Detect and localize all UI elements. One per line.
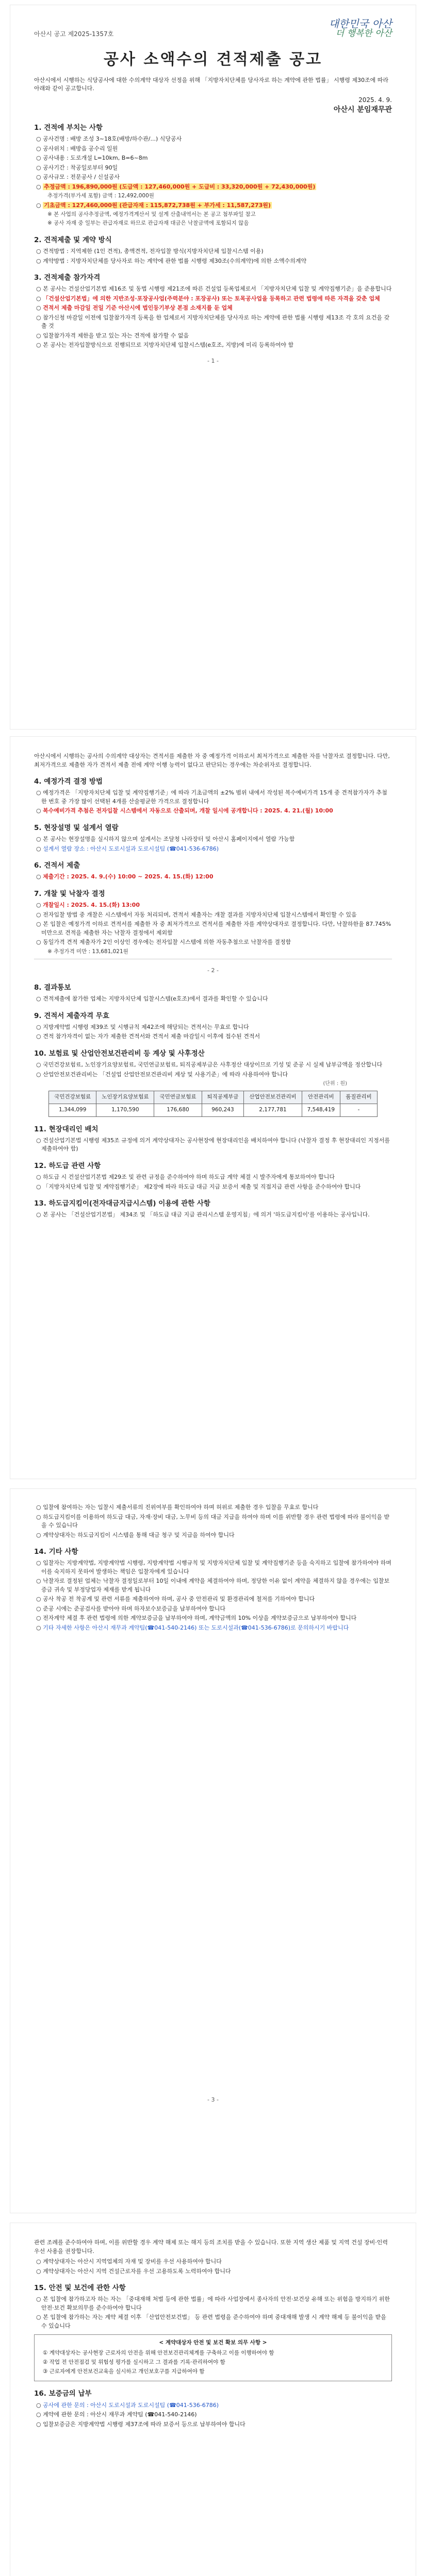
section-title: 7. 개찰 및 낙찰자 결정 <box>34 889 105 898</box>
sheet-1 <box>10 5 416 729</box>
list-item: ○ 계약상대자는 아산시 지역 건설근로자를 우선 고용하도록 노력하여야 합니다 <box>36 2267 231 2275</box>
section-2 <box>34 235 392 265</box>
section-11 <box>34 1124 392 1154</box>
table-cell: 7,548,419 <box>302 1104 340 1116</box>
table-header: 안전관리비 <box>302 1091 340 1104</box>
page-title: 공사 소액수의 견적제출 공고 <box>103 50 323 69</box>
notice-date: 2025. 4. 9. <box>358 96 392 104</box>
list-item: ○ 견적 참가자격이 없는 자가 제출한 견적서와 견적서 제출 마감일시 이후에 접수된 견적서 <box>36 1033 260 1040</box>
page-number: - 1 - <box>207 357 219 364</box>
table-cell: 2,177,781 <box>244 1104 302 1116</box>
header <box>34 19 392 39</box>
list-item: ○ 낙찰자로 결정된 업체는 낙찰자 결정일로부터 10일 이내에 계약을 체결하여야 하며, 정당한 이유 없이 계약을 체결하지 않을 경우에는 입찰보증금 귀속 및 부정당업자 제재를 받게 됩니다 <box>36 1578 390 1593</box>
section-title: 4. 예정가격 결정 방법 <box>34 777 103 786</box>
logo-line1: 대한민국 아산 <box>329 18 392 30</box>
list-item: ○ 공사기간 : 착공일로부터 90일 <box>36 164 118 171</box>
table-cell: 1,344,099 <box>49 1104 96 1116</box>
section-14 <box>34 1547 392 1632</box>
table-header: 퇴직공제부금 <box>202 1091 244 1104</box>
section-16 <box>34 2388 392 2429</box>
list-item: ○ 추정금액 : 196,890,000원 (도급액 : 127,460,000원 + 도급비 : 33,320,000원 + 72,430,000원) <box>36 183 316 190</box>
sheet-2 <box>10 737 416 1479</box>
section-title: 15. 안전 및 보건에 관한 사항 <box>34 2284 126 2292</box>
table-cell: 960,243 <box>202 1104 244 1116</box>
notice-number: 아산시 공고 제2025-1357호 <box>34 30 114 38</box>
list-item: ○ 견적방법 : 지역제한 (1인 견적), 총액견적, 전자입찰 방식(지방자치단체 입찰시스템 이용) <box>36 248 264 255</box>
section-3 <box>34 273 392 350</box>
list-item: ○ 「지방자치단체 입찰 및 계약집행기준」 제2장에 따라 하도급 대금 지급 보증서 제출 및 직접지급 관련 사항을 준수하여야 합니다 <box>36 1183 361 1190</box>
list-item: ○ 본 입찰에 참가하는 자는 계약 체결 이후 「산업안전보건법」 등 관련 법령을 준수하여야 하며 중대재해 발생 시 계약 해제 등 불이익을 받을 수 있습니다 <box>36 2314 386 2329</box>
section-title: 10. 보험료 및 산업안전보건관리비 등 계상 및 사후정산 <box>34 1049 205 1058</box>
list-item: ○ 계약상대자는 하도급지킴이 시스템을 통해 대금 청구 및 지급을 하여야 합니다 <box>36 1531 235 1538</box>
sheet-4 <box>10 2223 416 2576</box>
section-5 <box>34 823 392 853</box>
table-cell: 1,170,590 <box>96 1104 154 1116</box>
table-row <box>49 1104 378 1116</box>
list-item: ○ 전자계약 체결 후 관련 법령에 의한 계약보증금을 납부하여야 하며, 계약금액의 10% 이상을 계약보증금으로 납부하여야 합니다 <box>36 1615 357 1622</box>
list-item: ○ 계약에 관한 문의 : 아산시 재무과 계약팀 (☎041-540-2146) <box>36 2411 197 2418</box>
section-9 <box>34 1011 392 1041</box>
list-item: ○ 국민건강보험료, 노인장기요양보험료, 국민연금보험료, 퇴직공제부금은 사후정산 대상이므로 기성 및 준공 시 실제 납부금액을 정산합니다 <box>36 1061 383 1068</box>
signer: 아산시 분임재무관 <box>333 105 392 114</box>
section-4 <box>34 776 392 816</box>
list-item: ○ 본 공사는 전자입찰방식으로 진행되므로 지방자치단체 입찰시스템(e호조, 지방)에 미리 등록하여야 함 <box>36 342 294 349</box>
table-header: 국민건강보험료 <box>49 1091 96 1104</box>
list-item: ○ 입찰자는 지방계약법, 지방계약법 시행령, 지방계약법 시행규칙 및 지방자치단체 입찰 및 계약집행기준 등을 숙지하고 입찰에 참가하여야 하며 이를 숙지하지 못하여 발생하는 책임은 입찰자에게 있습니다 <box>36 1560 391 1575</box>
section-title: 5. 현장설명 및 설계서 열람 <box>34 823 119 832</box>
sheet-3 <box>10 1489 416 2213</box>
list-item: ○ 하도급지킴이를 이용하여 하도급 대금, 자재·장비 대금, 노무비 등의 대금 지급을 하여야 하며 이를 위반할 경우 관련 법령에 따라 불이익을 받을 수 있습니다 <box>36 1513 390 1529</box>
list-item: ○ 견적제출에 참가한 업체는 지방자치단체 입찰시스템(e호조)에서 결과를 확인할 수 있습니다 <box>36 995 268 1002</box>
list-item: ○ 기타 자세한 사항은 아산시 재무과 계약팀(☎041-540-2146) 또는 도로시설과(☎041-536-6786)로 문의하시기 바랍니다 <box>36 1624 349 1631</box>
list-item: ○ 제출기간 : 2025. 4. 9.(수) 10:00 ~ 2025. 4. 15.(화) 12:00 <box>36 873 214 880</box>
section-title: 11. 현장대리인 배치 <box>34 1125 99 1133</box>
table-cell: 176,680 <box>154 1104 202 1116</box>
paragraph: 관련 조례를 준수하여야 하며, 이를 위반할 경우 계약 해제 또는 해지 등의 조치를 받을 수 있습니다. 또한 지역 생산 제품 및 지역 건설 장비·인력 우선 사용을 권장합니다. <box>34 2239 388 2255</box>
list-item: ○ 전자입찰 방법 중 개찰은 시스템에서 자동 처리되며, 견적서 제출자는 개찰 결과를 지방자치단체 입찰시스템에서 확인할 수 있음 <box>36 911 357 918</box>
section-6 <box>34 860 392 882</box>
list-item: ○ 입찰보증금은 지방계약법 시행령 제37조에 따라 보증서 등으로 납부하여야 합니다 <box>36 2420 245 2428</box>
list-item: ○ 참가신청 마감일 이전에 입찰참가자격 등록을 한 업체로서 지방자치단체를 당사자로 하는 계약에 관한 법률 시행령 제13조 각 호의 요건을 갖출 것 <box>36 314 390 330</box>
list-item: ○ 견적서 제출 마감일 전일 기준 아산시에 법인등기부상 본점 소재지를 둔 업체 <box>36 304 233 312</box>
list-item: ○ 동일가격 견적 제출자가 2인 이상인 경우에는 전자입찰 시스템에 의한 자동추첨으로 낙찰자를 결정함 <box>36 939 291 945</box>
list-item: ○ 본 공사는 「건설산업기본법」 제34조 및 「하도급 대금 지급 관리시스템 운영지침」에 의거 '하도급지킴이'를 이용하는 공사입니다. <box>36 1211 370 1218</box>
page-number: - 3 - <box>207 2096 219 2104</box>
table-header: 품질관리비 <box>340 1091 378 1104</box>
intro-text: 아산시에서 시행하는 식당공사에 대한 수의계약 대상자 선정을 위해 「지방자치단체를 당사자로 하는 계약에 관한 법률」 시행령 제30조에 따라 아래와 같이 공고합니다. <box>34 76 388 92</box>
table-unit: (단위 : 원) <box>323 1081 347 1087</box>
list-item: ○ 준공 시에는 준공검사를 받아야 하며 하자보수보증금을 납부하여야 합니다 <box>36 1605 225 1612</box>
list-item: ○ 입찰에 참여하는 자는 입찰시 제출서류의 진위여부를 확인하여야 하며 허위로 제출한 경우 입찰을 무효로 합니다 <box>36 1504 319 1511</box>
list-item: ○ 공사위치 : 배방읍 공수리 일원 <box>36 145 118 152</box>
section-title: 6. 견적서 제출 <box>34 861 80 870</box>
list-item: ② 작업 전 안전점검 및 위험성 평가를 실시하고 그 결과를 기록·관리하여야 함 <box>43 2359 225 2365</box>
section-12 <box>34 1161 392 1191</box>
table-header: 국민연금보험료 <box>154 1091 202 1104</box>
list-item: ○ 공사건명 : 배방 조성 3~18호(배방/하수관/...) 식당공사 <box>36 135 182 143</box>
list-item: ○ 건설산업기본법 시행령 제35조 규정에 의거 계약상대자는 공사현장에 현장대리인을 배치하여야 합니다 (낙찰자 결정 후 현장대리인 지정서를 제출하여야 함) <box>36 1137 390 1153</box>
list-subitem: 추정가격(부가세 포함) 금액 : 12,492,000원 <box>47 193 154 199</box>
list-item: ○ 입찰참가자격 제한을 받고 있는 자는 견적에 참가할 수 없음 <box>36 332 189 339</box>
list-item: ○ 지방계약법 시행령 제39조 및 시행규칙 제42조에 해당되는 견적서는 무효로 합니다 <box>36 1023 249 1030</box>
section-title: 13. 하도급지킴이(전자대금지급시스템) 이용에 관한 사항 <box>34 1199 210 1208</box>
section-title: 2. 견적제출 및 계약 방식 <box>34 235 112 244</box>
section-10 <box>34 1048 392 1117</box>
section-title: 8. 결과통보 <box>34 983 71 992</box>
list-item: ○ 본 입찰은 예정가격 이하로 견적서를 제출한 자 중 최저가격으로 견적서를 제출한 자를 계약상대자로 결정합니다. 다만, 낙찰하한율 87.745% 미만으로 견적을 제출한 자는 낙찰자 결정에서 제외함 <box>36 921 391 936</box>
logo-line2: 더 행복한 아산 <box>335 28 392 39</box>
list-item: ○ 본 공사는 건설산업기본법 제16조 및 동법 시행령 제21조에 따른 건설업 등록업체로서 「지방자치단체 입찰 및 계약집행기준」을 준용합니다 <box>36 285 392 293</box>
section-1 <box>34 123 392 228</box>
list-item: ○ 「건설산업기본법」에 의한 지반조성·포장공사업(주력분야 : 포장공사) 또는 토목공사업을 등록하고 관련 법령에 따른 자격을 갖춘 업체 <box>36 295 380 302</box>
table-cell: - <box>340 1104 378 1116</box>
city-logo <box>329 19 392 39</box>
list-item: ○ 본 입찰에 참가하고자 하는 자는 「중대재해 처벌 등에 관한 법률」에 따라 사업장에서 종사자의 안전·보건상 유해 또는 위험을 방지하기 위한 안전·보건 확보의무를 준수하여야 합니다 <box>36 2296 390 2311</box>
list-item: ○ 개찰일시 : 2025. 4. 15.(화) 13:00 <box>36 902 140 908</box>
list-item: ○ 복수예비가격 추첨은 전자입찰 시스템에서 자동으로 산출되며, 개찰 일시에 공개합니다 : 2025. 4. 21.(월) 10:00 <box>36 807 333 815</box>
list-item: ○ 계약방법 : 지방자치단체를 당사자로 하는 계약에 관한 법률 시행령 제30조(수의계약)에 의한 소액수의계약 <box>36 257 307 264</box>
list-item: ③ 근로자에게 안전보건교육을 실시하고 개인보호구를 지급하여야 함 <box>43 2368 205 2375</box>
table-header: 산업안전보건관리비 <box>244 1091 302 1104</box>
list-subitem: ※ 본 사업의 공사추정금액, 예정가격계산서 및 설계 산출내역서는 본 공고 첨부파일 참고 <box>47 211 256 218</box>
list-item: ○ 공사내용 : 도로개설 L=10km, B=6~8m <box>36 155 148 162</box>
list-subitem: ※ 추정가격 미만 : 13,681,021원 <box>47 948 128 955</box>
list-item: ○ 공사 착공 전 착공계 및 관련 서류를 제출하여야 하며, 공사 중 안전관리 및 환경관리에 철저를 기하여야 합니다 <box>36 1596 315 1603</box>
list-item: ○ 하도급 시 건설산업기본법 제29조 및 관련 규정을 준수하여야 하며 하도급 계약 체결 시 발주자에게 통보하여야 합니다 <box>36 1174 335 1180</box>
section-8 <box>34 982 392 1004</box>
section-7 <box>34 889 392 956</box>
section-15 <box>34 2283 392 2381</box>
box-title: < 계약대상자 안전 및 보건 확보 의무 사항 > <box>159 2340 267 2346</box>
section-title: 12. 하도급 관련 사항 <box>34 1161 101 1170</box>
list-item: ○ 산업안전보건관리비는 「건설업 산업안전보건관리비 계상 및 사용기준」에 따라 사용하여야 합니다 <box>36 1071 288 1078</box>
section-title: 3. 견적제출 참가자격 <box>34 274 101 282</box>
section-title: 9. 견적서 제출자격 무효 <box>34 1011 109 1020</box>
list-item: ○ 공사규모 : 전문공사 / 신설공사 <box>36 174 120 181</box>
table-header: 노인장기요양보험료 <box>96 1091 154 1104</box>
list-subitem: ※ 공사 자재 중 일부는 관급자재로 하므로 관급자재 대금은 낙찰금액에 포함되지 않음 <box>47 220 249 227</box>
list-item: ○ 설계서 열람 장소 : 아산시 도로시설과 도로시설팀 (☎041-536-6786) <box>36 845 219 852</box>
insurance-table <box>48 1091 378 1117</box>
list-item: ○ 공사에 관한 문의 : 아산시 도로시설과 도로시설팀 (☎041-536-6786) <box>36 2401 219 2409</box>
section-title: 14. 기타 사항 <box>34 1548 78 1556</box>
paragraph: 아산시에서 시행하는 공사의 수의계약 대상자는 견적서를 제출한 자 중 예정가격 이하로서 최저가격으로 제출한 자를 낙찰자로 결정합니다. 다만, 최저가격으로 제출한 자가 견적서 제출 전에 계약 이행 능력이 없다고 판단되는 경우에는 차순위자로 결정합니다. <box>34 753 390 768</box>
list-item: ① 계약대상자는 공사현장 근로자의 안전을 위해 안전보건관리체계를 구축하고 이를 이행하여야 함 <box>43 2350 274 2356</box>
list-item: ○ 기초금액 : 127,460,000원 (관급자재 : 115,872,738원 + 부가세 : 11,587,273원) <box>36 201 271 209</box>
page-number: - 2 - <box>207 967 219 974</box>
section-title: 16. 보증금의 납부 <box>34 2389 92 2398</box>
section-13 <box>34 1198 392 1219</box>
list-item: ○ 본 공사는 현장설명을 실시하지 않으며 설계서는 조달청 나라장터 및 아산시 홈페이지에서 열람 가능함 <box>36 836 295 842</box>
safety-notice-box <box>34 2334 392 2381</box>
list-item: ○ 계약상대자는 아산시 지역업체의 자재 및 장비를 우선 사용하여야 합니다 <box>36 2258 222 2265</box>
section-title: 1. 견적에 부치는 사항 <box>34 123 103 132</box>
list-item: ○ 예정가격은 「지방자치단체 입찰 및 계약집행기준」에 따라 기초금액의 ±2% 범위 내에서 작성된 복수예비가격 15개 중 견적참가자가 추첨한 번호 중 가장 많이 선택된 4개를 산술평균한 가격으로 결정합니다 <box>36 789 387 805</box>
